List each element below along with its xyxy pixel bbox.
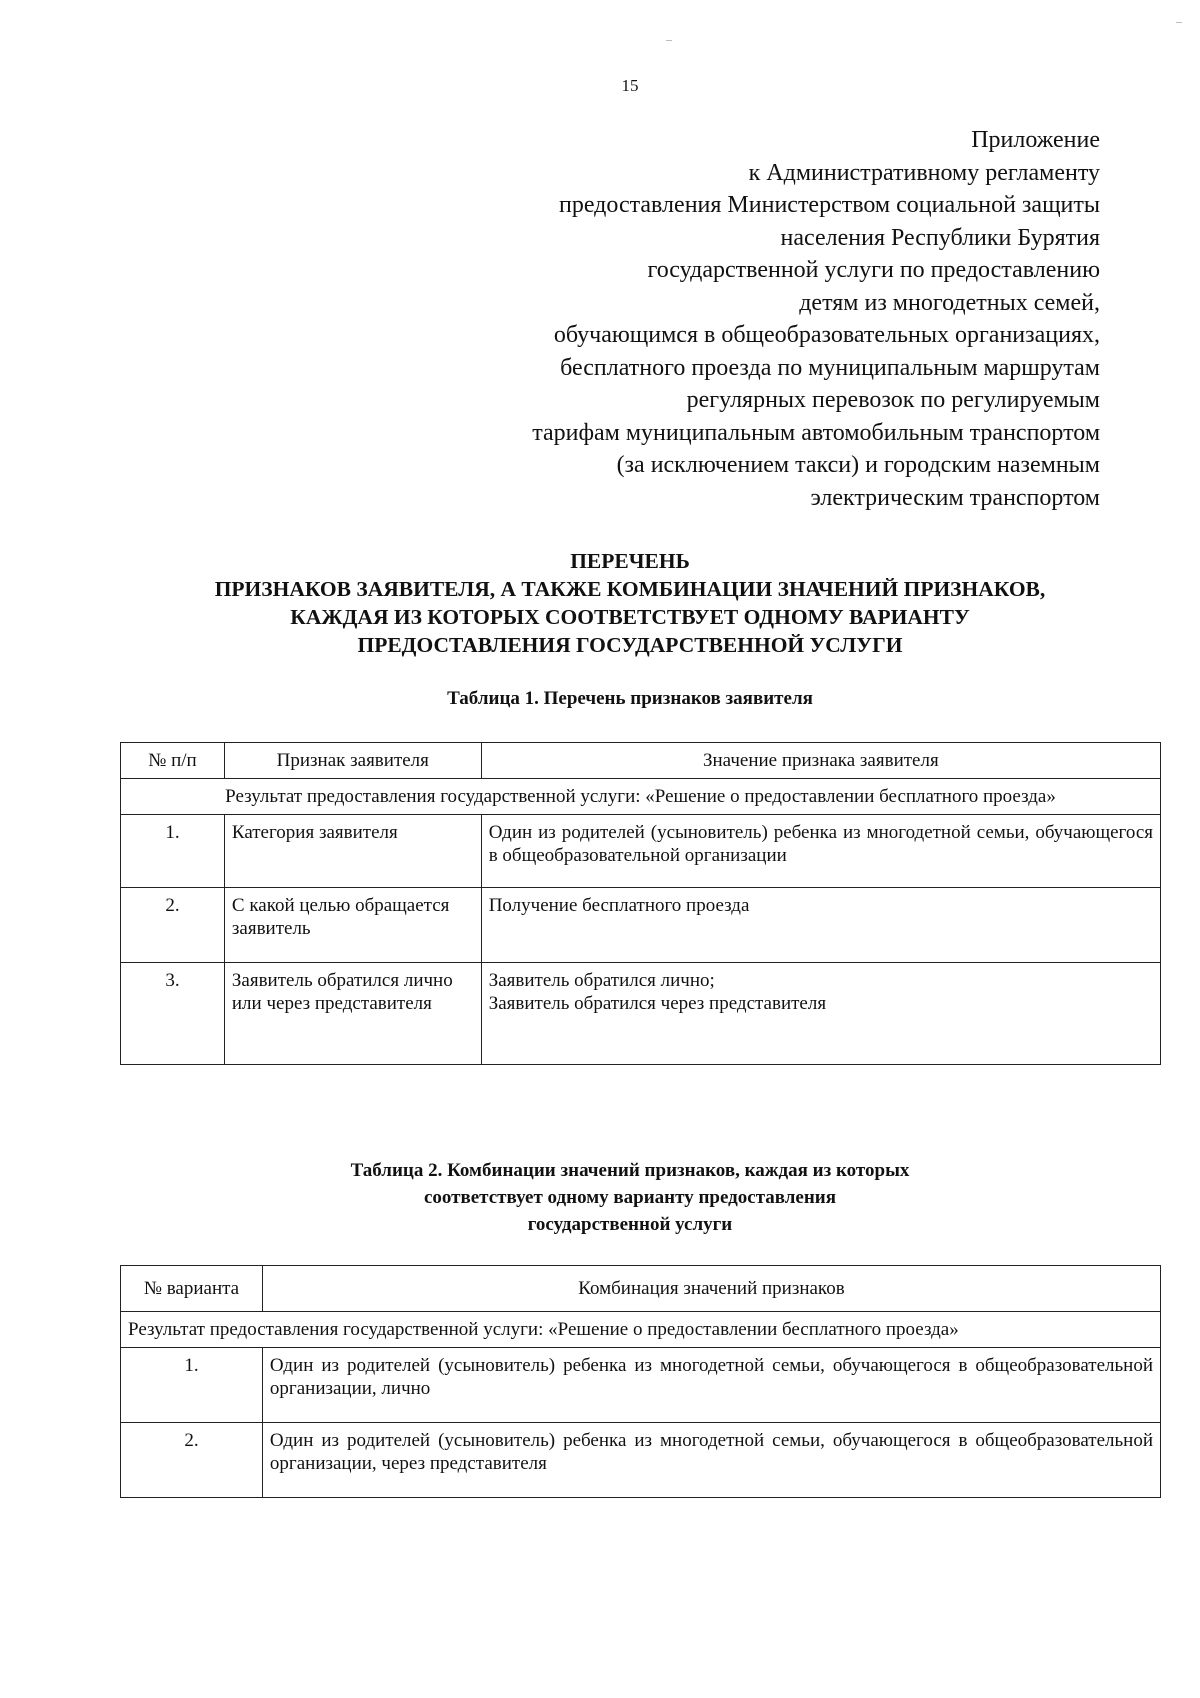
appendix-line: населения Республики Бурятия [780, 224, 1100, 251]
value-line: Получение бесплатного проезда [488, 895, 750, 916]
applicant-attributes-table [120, 742, 1161, 1065]
result-cell: Результат предоставления государственной услуги: «Решение о предоставлении бесплатного проезда» [121, 1312, 1161, 1348]
appendix-line: бесплатного проезда по муниципальным маршрутам [560, 354, 1100, 381]
caption-line: соответствует одному варианту предоставления [423, 1187, 837, 1208]
table-row [121, 815, 1161, 888]
row-number: 1. [121, 815, 225, 888]
title-line: ПЕРЕЧЕНЬ [570, 549, 690, 573]
attribute-cell: Категория заявителя [224, 815, 481, 888]
table-row [121, 963, 1161, 1065]
row-number: 2. [121, 888, 225, 963]
header-cell: № п/п [121, 743, 225, 779]
row-number: 3. [121, 963, 225, 1065]
appendix-line: Приложение [971, 127, 1100, 153]
table1-caption: Таблица 1. Перечень признаков заявителя [447, 688, 813, 709]
appendix-line: тарифам муниципальным автомобильным транспортом [532, 419, 1100, 446]
table-row [121, 888, 1161, 963]
header-cell: Комбинация значений признаков [262, 1266, 1160, 1312]
header-cell: № варианта [121, 1266, 263, 1312]
appendix-line: предоставления Министерством социальной защиты [558, 192, 1100, 218]
value-cell [481, 888, 1160, 963]
title-line: ПРИЗНАКОВ ЗАЯВИТЕЛЯ, А ТАКЖЕ КОМБИНАЦИИ ЗНАЧЕНИЙ ПРИЗНАКОВ, [214, 577, 1046, 601]
caption-line: Таблица 2. Комбинации значений признаков, каждая из которых [350, 1160, 910, 1181]
combination-cell: Один из родителей (усыновитель) ребенка из многодетной семьи, обучающегося в общеобразовательной организации, лично [262, 1348, 1160, 1423]
appendix-line: (за исключением такси) и городским наземным [616, 452, 1100, 478]
appendix-line: регулярных перевозок по регулируемым [686, 387, 1100, 413]
result-row [121, 779, 1161, 815]
appendix-line: электрическим транспортом [810, 484, 1100, 511]
table-header-row [121, 743, 1161, 779]
attribute-cell: Заявитель обратился лично или через представителя [224, 963, 481, 1065]
scan-speck [1176, 22, 1182, 23]
appendix-line: государственной услуги по предоставлению [647, 257, 1100, 283]
attribute-combinations-table [120, 1265, 1161, 1498]
table-header-row [121, 1266, 1161, 1312]
value-cell [481, 963, 1160, 1065]
table-row [121, 1348, 1161, 1423]
header-cell: Признак заявителя [224, 743, 481, 779]
appendix-line: к Административному регламенту [748, 159, 1100, 186]
value-line: Один из родителей (усыновитель) ребенка из многодетной семьи, обучающегося в общеобразовательной организации [488, 822, 1153, 866]
value-line: Заявитель обратился через представителя [488, 993, 827, 1014]
table2-caption [100, 1157, 1160, 1238]
page-number: 15 [621, 76, 639, 95]
variant-number: 1. [121, 1348, 263, 1423]
attribute-cell: С какой целью обращается заявитель [224, 888, 481, 963]
combination-cell: Один из родителей (усыновитель) ребенка из многодетной семьи, обучающегося в общеобразовательной организации, через представителя [262, 1423, 1160, 1498]
appendix-line: обучающимся в общеобразовательных организациях, [553, 322, 1100, 348]
caption-line: государственной услуги [527, 1214, 733, 1235]
header-cell: Значение признака заявителя [481, 743, 1160, 779]
result-row [121, 1312, 1161, 1348]
value-line: Заявитель обратился лично; [488, 970, 715, 991]
document-title [100, 547, 1160, 659]
variant-number: 2. [121, 1423, 263, 1498]
table-row [121, 1423, 1161, 1498]
appendix-header [320, 124, 1100, 514]
value-cell [481, 815, 1160, 888]
title-line: КАЖДАЯ ИЗ КОТОРЫХ СООТВЕТСТВУЕТ ОДНОМУ ВАРИАНТУ [290, 605, 970, 629]
result-cell: Результат предоставления государственной услуги: «Решение о предоставлении бесплатного проезда» [121, 779, 1161, 815]
appendix-line: детям из многодетных семей, [799, 289, 1100, 316]
title-line: ПРЕДОСТАВЛЕНИЯ ГОСУДАРСТВЕННОЙ УСЛУГИ [357, 633, 903, 657]
scan-speck [666, 40, 672, 41]
